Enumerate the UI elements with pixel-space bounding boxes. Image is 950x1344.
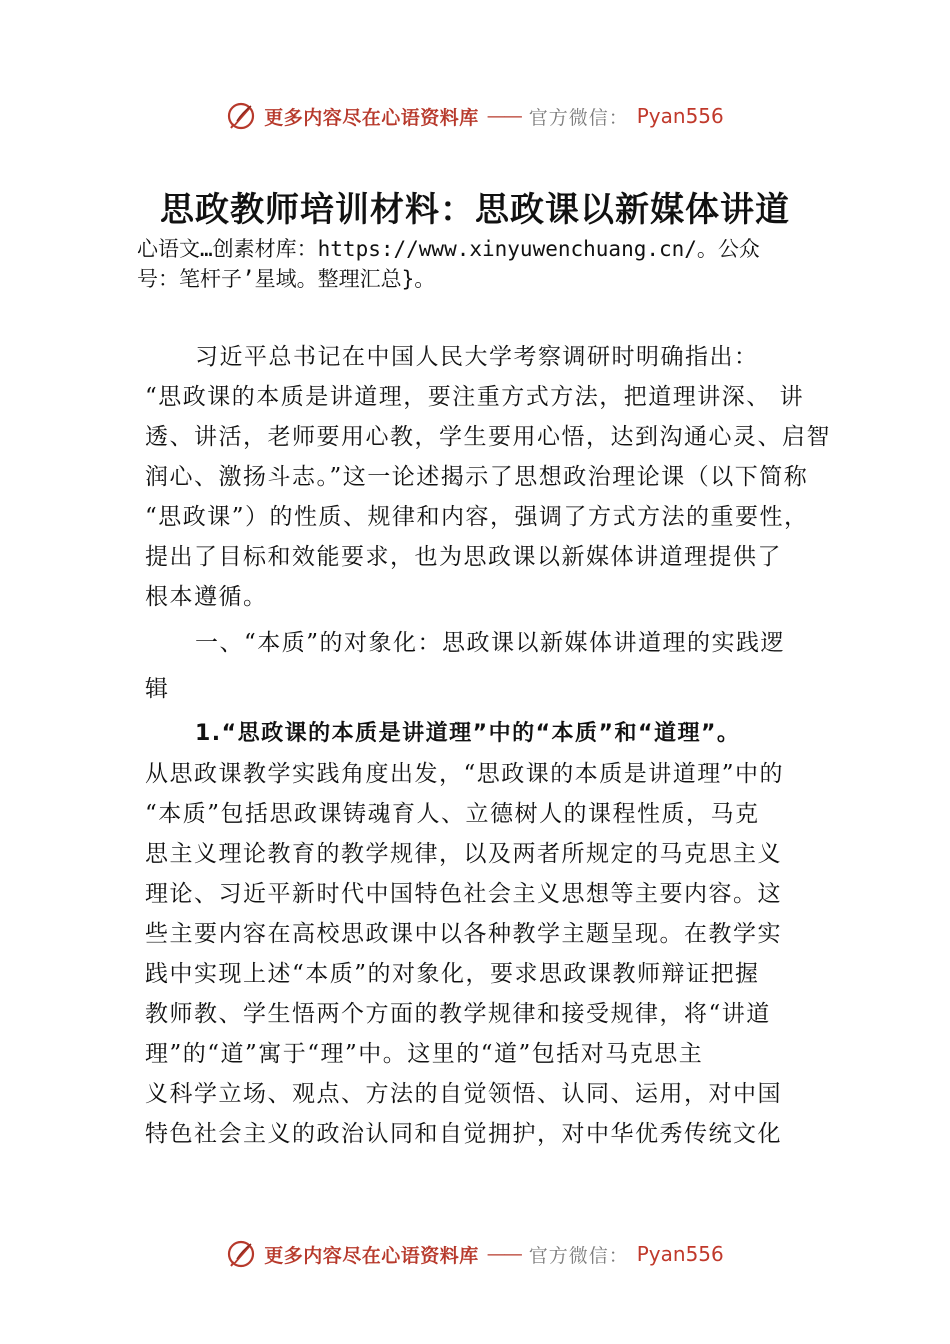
section-heading-line: 一、“本质”的对象化：思政课以新媒体讲道理的实践逻: [195, 630, 786, 656]
subheading-text: 1.“思政课的本质是讲道理”中的“本质”和“道理”。: [195, 721, 741, 746]
paragraph-line: 思主义理论教育的教学规律，以及两者所规定的马克思主义: [145, 841, 782, 867]
paragraph-line: 根本遵循。: [145, 584, 268, 610]
footer-banner: [0, 1234, 950, 1274]
paragraph-line: 教师教、学生悟两个方面的教学规律和接受规律，将“讲道: [145, 1001, 771, 1027]
paragraph-line: 践中实现上述“本质”的对象化，要求思政课教师辩证把握: [145, 961, 760, 987]
paragraph-line: 透、讲活，老师要用心教，学生要用心悟，达到沟通心灵、启智: [145, 424, 831, 450]
quill-pen-logo-icon: [226, 1239, 256, 1269]
banner-wechat-id: Pyan556: [636, 1242, 724, 1266]
paragraph-line: 习近平总书记在中国人民大学考察调研时明确指出：: [195, 344, 759, 370]
section-heading: [145, 620, 785, 712]
paragraph-line: “思政课的本质是讲道理，要注重方式方法，把道理讲深、 讲: [145, 384, 805, 410]
paragraph-line: “思政课”）的性质、规律和内容，强调了方式方法的重要性，: [145, 504, 809, 530]
banner-brand-text: 更多内容尽在心语资料库: [264, 106, 479, 129]
section-heading-line: 辑: [145, 676, 170, 702]
banner-wechat-label: 官方微信：: [528, 1244, 629, 1267]
paragraph-line: 理论、习近平新时代中国特色社会主义思想等主要内容。这: [145, 881, 782, 907]
main-paragraph: [145, 754, 784, 1154]
paragraph-line: 润心、激扬斗志。”这一论述揭示了思想政治理论课（以下简称: [145, 464, 809, 490]
paragraph-line: 特色社会主义的政治认同和自觉拥护，对中华优秀传统文化: [145, 1121, 782, 1147]
paragraph-line: 从思政课教学实践角度出发，“思政课的本质是讲道理”中的: [145, 761, 785, 787]
banner-wechat-id: Pyan556: [636, 104, 724, 128]
banner-wechat-label: 官方微信：: [528, 106, 629, 129]
source-note: [137, 234, 837, 294]
intro-paragraph: [145, 337, 831, 617]
banner-dash: ——: [486, 105, 521, 127]
source-line: 心语文…创素材库：https://www.xinyuwenchuang.cn/。公众: [137, 237, 760, 261]
quill-pen-logo-icon: [226, 101, 256, 131]
banner-brand-text: 更多内容尽在心语资料库: [264, 1244, 479, 1267]
header-banner: [0, 96, 950, 136]
document-title: 思政教师培训材料：思政课以新媒体讲道: [160, 190, 790, 230]
source-line: 号：笔杆子’星域。整理汇总}。: [137, 267, 436, 291]
paragraph-line: 理”的“道”寓于“理”中。这里的“道”包括对马克思主: [145, 1041, 704, 1067]
paragraph-line: 提出了目标和效能要求，也为思政课以新媒体讲道理提供了: [145, 544, 782, 570]
subheading: [145, 714, 740, 754]
banner-dash: ——: [486, 1243, 521, 1265]
paragraph-line: 义科学立场、观点、方法的自觉领悟、认同、运用，对中国: [145, 1081, 782, 1107]
paragraph-line: “本质”包括思政课铸魂育人、立德树人的课程性质，马克: [145, 801, 760, 827]
paragraph-line: 些主要内容在高校思政课中以各种教学主题呈现。在教学实: [145, 921, 782, 947]
